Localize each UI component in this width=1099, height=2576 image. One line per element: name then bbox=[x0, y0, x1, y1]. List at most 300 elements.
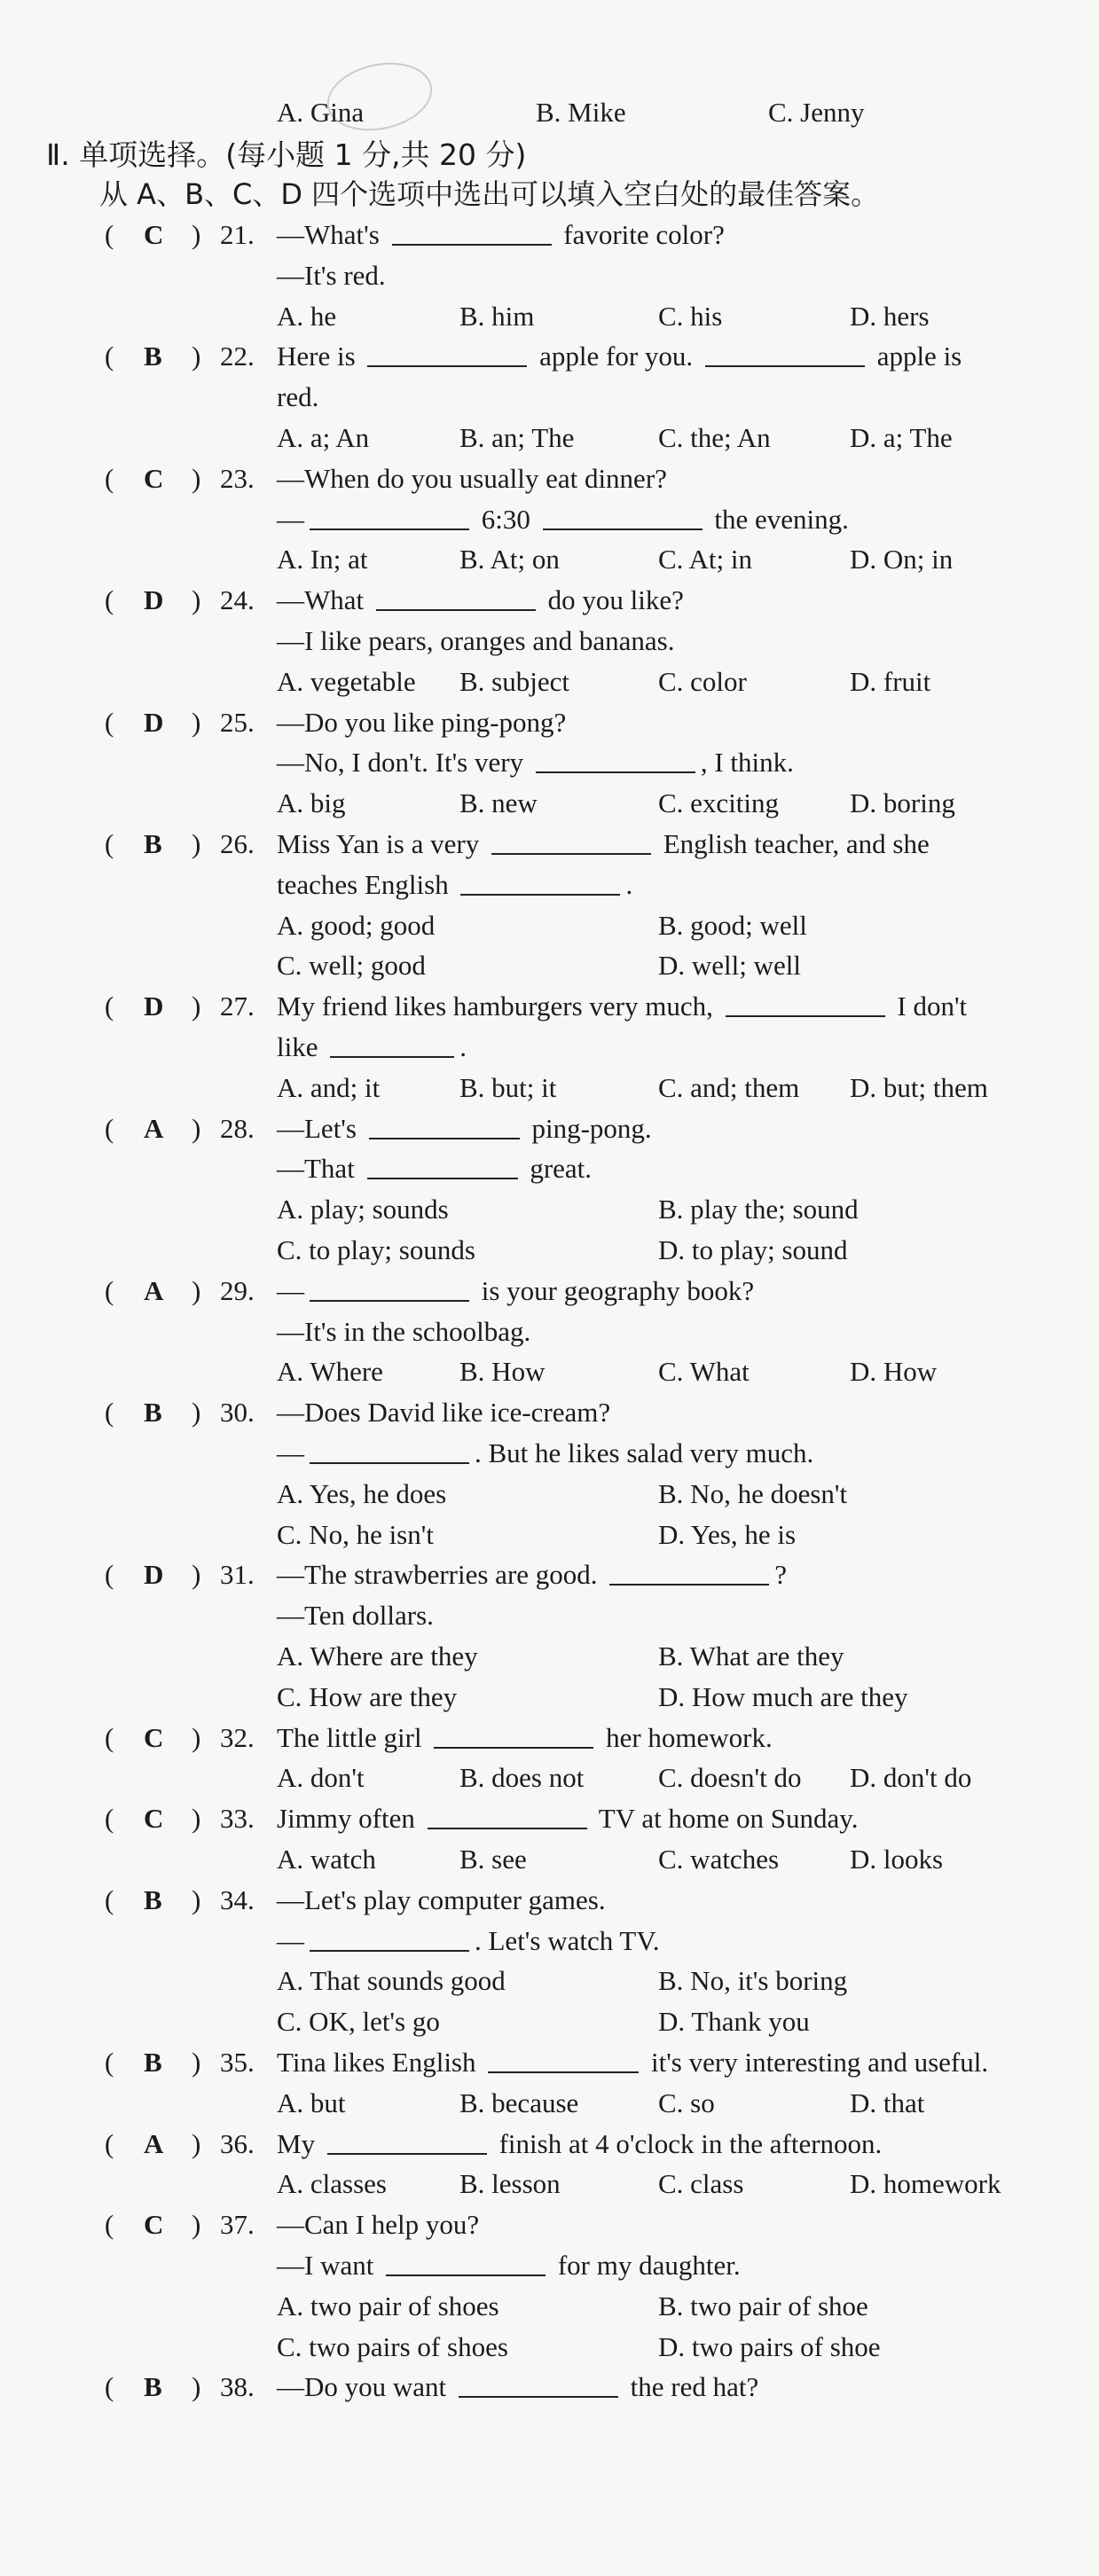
option-d: D. Yes, he is bbox=[658, 1519, 797, 1550]
option-b: B. No, it's boring bbox=[658, 1965, 848, 1996]
options-row bbox=[0, 2327, 1099, 2368]
answer-blank[interactable] bbox=[310, 1436, 469, 1464]
option-d: D. boring bbox=[850, 787, 955, 818]
stem-text: her homework. bbox=[599, 1722, 773, 1753]
answer-letter: B bbox=[144, 341, 162, 372]
stem-text: English teacher, and she bbox=[655, 828, 930, 859]
stem-text: — bbox=[277, 1275, 304, 1306]
question-line bbox=[0, 1595, 1099, 1636]
option-b: B. two pair of shoe bbox=[658, 2290, 868, 2322]
answer-blank[interactable] bbox=[459, 2369, 618, 2398]
question-line bbox=[0, 1311, 1099, 1352]
stem-text: do you like? bbox=[540, 584, 684, 615]
answer-letter: D bbox=[144, 584, 164, 615]
answer-bracket: ( D ) bbox=[105, 580, 114, 621]
answer-bracket-close: ) bbox=[192, 1884, 201, 1915]
stem-text: finish at 4 o'clock in the afternoon. bbox=[491, 2128, 883, 2159]
options-row bbox=[0, 539, 1099, 580]
answer-letter: B bbox=[144, 1884, 162, 1915]
stem-text: —What's bbox=[277, 219, 387, 250]
stem-text: —No, I don't. It's very bbox=[277, 747, 530, 778]
answer-blank[interactable] bbox=[369, 1111, 520, 1139]
option-c: C. OK, let's go bbox=[277, 2006, 440, 2037]
option-a: A. play; sounds bbox=[277, 1194, 449, 1225]
answer-bracket: ( D ) bbox=[105, 702, 114, 743]
answer-letter: D bbox=[144, 990, 164, 1022]
question-25 bbox=[0, 702, 1099, 743]
answer-letter: B bbox=[144, 2371, 162, 2402]
answer-blank[interactable] bbox=[491, 826, 651, 855]
answer-bracket: ( B ) bbox=[105, 2042, 114, 2083]
option-c: C. well; good bbox=[277, 950, 426, 981]
option-b: B. new bbox=[459, 787, 538, 818]
question-number: 37. bbox=[220, 2209, 255, 2240]
options-row bbox=[0, 1189, 1099, 1230]
question-stem bbox=[277, 255, 386, 296]
stem-text: My bbox=[277, 2128, 322, 2159]
option-a: A. Gina bbox=[277, 97, 365, 128]
option-b: B. No, he doesn't bbox=[658, 1478, 848, 1509]
stem-text: Here is bbox=[277, 341, 363, 372]
stem-text: — bbox=[277, 1437, 304, 1468]
question-stem bbox=[277, 824, 930, 865]
option-b: B. What are they bbox=[658, 1640, 844, 1672]
question-line bbox=[0, 865, 1099, 905]
question-number: 22. bbox=[220, 341, 255, 372]
option-b: B. At; on bbox=[459, 544, 560, 575]
question-stem bbox=[277, 1595, 434, 1636]
answer-letter: C bbox=[144, 463, 164, 494]
stem-text: My friend likes hamburgers very much, bbox=[277, 990, 720, 1022]
stem-text: —When do you usually eat dinner? bbox=[277, 463, 667, 494]
question-number: 30. bbox=[220, 1397, 255, 1428]
options-row bbox=[0, 662, 1099, 702]
stem-text: is your geography book? bbox=[475, 1275, 755, 1306]
options-row bbox=[0, 783, 1099, 824]
option-c: C. What bbox=[658, 1356, 750, 1387]
option-b: B. an; The bbox=[459, 422, 575, 453]
stem-text: —It's in the schoolbag. bbox=[277, 1316, 531, 1347]
question-stem bbox=[277, 1433, 813, 1474]
answer-bracket-close: ) bbox=[192, 1559, 201, 1590]
answer-bracket: ( B ) bbox=[105, 824, 114, 865]
answer-blank[interactable] bbox=[428, 1801, 587, 1829]
stem-text: apple for you. bbox=[532, 341, 700, 372]
option-d: D. On; in bbox=[850, 544, 954, 575]
question-line bbox=[0, 1027, 1099, 1068]
option-b: B. subject bbox=[459, 666, 569, 697]
answer-blank[interactable] bbox=[367, 1151, 518, 1179]
stem-text: great. bbox=[522, 1153, 593, 1184]
question-stem bbox=[277, 580, 684, 621]
answer-bracket: ( D ) bbox=[105, 1554, 114, 1595]
option-b: B. but; it bbox=[459, 1072, 557, 1103]
option-b: B. does not bbox=[459, 1762, 585, 1793]
option-c: C. How are they bbox=[277, 1681, 458, 1712]
option-a: A. big bbox=[277, 787, 346, 818]
stem-text: —Can I help you? bbox=[277, 2209, 480, 2240]
question-number: 32. bbox=[220, 1722, 255, 1753]
question-line bbox=[0, 1148, 1099, 1189]
question-number: 23. bbox=[220, 463, 255, 494]
question-stem bbox=[277, 1148, 592, 1189]
option-d: D. fruit bbox=[850, 666, 931, 697]
options-row bbox=[0, 1677, 1099, 1718]
question-line bbox=[0, 1921, 1099, 1961]
question-stem bbox=[277, 1027, 467, 1068]
options-row bbox=[0, 2083, 1099, 2124]
stem-text: apple is bbox=[869, 341, 962, 372]
option-c: C. At; in bbox=[658, 544, 752, 575]
answer-blank[interactable] bbox=[392, 217, 552, 246]
answer-blank[interactable] bbox=[726, 989, 885, 1017]
options-row bbox=[0, 2001, 1099, 2042]
question-stem bbox=[277, 1718, 773, 1758]
question-27 bbox=[0, 986, 1099, 1027]
option-b: B. How bbox=[459, 1356, 546, 1387]
stem-text: the evening. bbox=[707, 504, 849, 535]
stem-text: —Ten dollars. bbox=[277, 1600, 434, 1631]
stem-text: Jimmy often bbox=[277, 1803, 422, 1834]
answer-letter: B bbox=[144, 2047, 162, 2078]
question-stem bbox=[277, 1108, 652, 1149]
option-a: A. don't bbox=[277, 1762, 365, 1793]
stem-text: —I want bbox=[277, 2250, 381, 2281]
options-row bbox=[0, 1758, 1099, 1798]
answer-letter: C bbox=[144, 1803, 164, 1834]
question-38 bbox=[0, 2367, 1099, 2408]
question-stem bbox=[277, 1880, 606, 1921]
option-d: D. How bbox=[850, 1356, 938, 1387]
answer-blank[interactable] bbox=[367, 339, 527, 367]
question-stem bbox=[277, 215, 725, 255]
stem-text: the red hat? bbox=[623, 2371, 759, 2402]
stem-text: —The strawberries are good. bbox=[277, 1559, 605, 1590]
answer-letter: D bbox=[144, 707, 164, 738]
section-instruction: 从 A、B、C、D 四个选项中选出可以填入空白处的最佳答案。 bbox=[99, 177, 880, 211]
answer-letter: A bbox=[144, 1275, 164, 1306]
question-number: 31. bbox=[220, 1559, 255, 1590]
option-c: C. the; An bbox=[658, 422, 771, 453]
stem-text: it's very interesting and useful. bbox=[644, 2047, 989, 2078]
answer-bracket: ( B ) bbox=[105, 1392, 114, 1433]
option-d: D. well; well bbox=[658, 950, 801, 981]
option-c: C. exciting bbox=[658, 787, 780, 818]
options-row bbox=[0, 1351, 1099, 1392]
question-34 bbox=[0, 1880, 1099, 1921]
question-number: 33. bbox=[220, 1803, 255, 1834]
answer-blank[interactable] bbox=[705, 339, 865, 367]
question-stem bbox=[277, 1311, 530, 1352]
stem-text: — bbox=[277, 504, 304, 535]
question-number: 24. bbox=[220, 584, 255, 615]
question-stem bbox=[277, 377, 318, 418]
answer-bracket: ( B ) bbox=[105, 336, 114, 377]
answer-bracket-close: ) bbox=[192, 990, 201, 1022]
stem-text: favorite color? bbox=[556, 219, 725, 250]
option-a: A. but bbox=[277, 2087, 346, 2118]
question-number: 38. bbox=[220, 2371, 255, 2402]
answer-letter: B bbox=[144, 1397, 162, 1428]
answer-bracket: ( B ) bbox=[105, 2367, 114, 2408]
option-d: D. looks bbox=[850, 1844, 944, 1875]
option-c: C. to play; sounds bbox=[277, 1234, 475, 1265]
answer-bracket: ( A ) bbox=[105, 1108, 114, 1149]
answer-bracket: ( D ) bbox=[105, 986, 114, 1027]
option-d: D. don't do bbox=[850, 1762, 972, 1793]
prev-question-options bbox=[0, 92, 1099, 133]
stem-text: I don't bbox=[890, 990, 968, 1022]
option-a: A. and; it bbox=[277, 1072, 381, 1103]
options-row bbox=[0, 418, 1099, 458]
option-c: C. his bbox=[658, 301, 723, 332]
answer-bracket-close: ) bbox=[192, 219, 201, 250]
stem-text: —What bbox=[277, 584, 371, 615]
option-b: B. good; well bbox=[658, 910, 807, 941]
answer-bracket-close: ) bbox=[192, 2371, 201, 2402]
question-number: 27. bbox=[220, 990, 255, 1022]
stem-text: . Let's watch TV. bbox=[475, 1925, 660, 1956]
option-a: A. two pair of shoes bbox=[277, 2290, 499, 2322]
option-b: B. because bbox=[459, 2087, 579, 2118]
question-21 bbox=[0, 215, 1099, 255]
stem-text: ping-pong. bbox=[524, 1113, 652, 1144]
question-stem bbox=[277, 2204, 479, 2245]
option-a: A. That sounds good bbox=[277, 1965, 506, 1996]
stem-text: —Do you like ping-pong? bbox=[277, 707, 567, 738]
question-line bbox=[0, 377, 1099, 418]
answer-bracket-close: ) bbox=[192, 1275, 201, 1306]
stem-text: —Let's play computer games. bbox=[277, 1884, 606, 1915]
question-31 bbox=[0, 1554, 1099, 1595]
option-a: A. Where bbox=[277, 1356, 383, 1387]
options-row bbox=[0, 945, 1099, 986]
question-26 bbox=[0, 824, 1099, 865]
answer-blank[interactable] bbox=[488, 2045, 639, 2073]
stem-text: Miss Yan is a very bbox=[277, 828, 486, 859]
answer-bracket: ( A ) bbox=[105, 2124, 114, 2165]
option-a: A. watch bbox=[277, 1844, 376, 1875]
option-d: D. How much are they bbox=[658, 1681, 908, 1712]
question-22 bbox=[0, 336, 1099, 377]
option-d: D. Thank you bbox=[658, 2006, 810, 2037]
options-row bbox=[0, 2164, 1099, 2204]
stem-text: teaches English bbox=[277, 869, 456, 900]
option-d: D. that bbox=[850, 2087, 925, 2118]
question-line bbox=[0, 499, 1099, 540]
question-line bbox=[0, 742, 1099, 783]
stem-text: —Does David like ice-cream? bbox=[277, 1397, 611, 1428]
options-row bbox=[0, 1474, 1099, 1515]
options-row bbox=[0, 1068, 1099, 1108]
answer-bracket: ( A ) bbox=[105, 1271, 114, 1311]
question-stem bbox=[277, 1392, 610, 1433]
answer-blank[interactable] bbox=[330, 1030, 454, 1058]
question-32 bbox=[0, 1718, 1099, 1758]
option-c: C. and; them bbox=[658, 1072, 800, 1103]
question-number: 25. bbox=[220, 707, 255, 738]
question-number: 35. bbox=[220, 2047, 255, 2078]
stem-text: 6:30 bbox=[475, 504, 538, 535]
answer-blank[interactable] bbox=[376, 583, 536, 611]
answer-bracket-close: ) bbox=[192, 1397, 201, 1428]
option-d: D. hers bbox=[850, 301, 930, 332]
question-stem bbox=[277, 621, 674, 662]
question-line bbox=[0, 255, 1099, 296]
stem-text: , I think. bbox=[700, 747, 794, 778]
question-23 bbox=[0, 458, 1099, 499]
answer-blank[interactable] bbox=[460, 867, 620, 896]
stem-text: The little girl bbox=[277, 1722, 429, 1753]
question-line bbox=[0, 1433, 1099, 1474]
options-row bbox=[0, 1515, 1099, 1555]
option-c: C. Jenny bbox=[768, 97, 865, 128]
answer-bracket-close: ) bbox=[192, 1803, 201, 1834]
answer-letter: A bbox=[144, 1113, 164, 1144]
question-29 bbox=[0, 1271, 1099, 1311]
answer-letter: C bbox=[144, 2209, 164, 2240]
stem-text: . bbox=[625, 869, 633, 900]
answer-blank[interactable] bbox=[310, 1923, 469, 1952]
question-number: 21. bbox=[220, 219, 255, 250]
question-number: 29. bbox=[220, 1275, 255, 1306]
option-c: C. doesn't do bbox=[658, 1762, 802, 1793]
option-c: C. watches bbox=[658, 1844, 780, 1875]
stem-text: Tina likes English bbox=[277, 2047, 483, 2078]
stem-text: TV at home on Sunday. bbox=[592, 1803, 859, 1834]
option-a: A. Yes, he does bbox=[277, 1478, 447, 1509]
question-stem bbox=[277, 865, 632, 905]
question-stem bbox=[277, 1554, 787, 1595]
options-row bbox=[0, 1230, 1099, 1271]
answer-blank[interactable] bbox=[310, 502, 469, 530]
answer-letter: D bbox=[144, 1559, 164, 1590]
answer-letter: C bbox=[144, 1722, 164, 1753]
question-stem bbox=[277, 336, 962, 377]
stem-text: —Let's bbox=[277, 1113, 364, 1144]
option-c: C. No, he isn't bbox=[277, 1519, 434, 1550]
answer-bracket-close: ) bbox=[192, 1722, 201, 1753]
question-line bbox=[0, 2245, 1099, 2286]
question-stem bbox=[277, 2042, 988, 2083]
question-28 bbox=[0, 1108, 1099, 1149]
stem-text: —I like pears, oranges and bananas. bbox=[277, 625, 675, 656]
answer-bracket: ( C ) bbox=[105, 2204, 114, 2245]
question-number: 28. bbox=[220, 1113, 255, 1144]
stem-text: for my daughter. bbox=[551, 2250, 741, 2281]
answer-blank[interactable] bbox=[543, 502, 703, 530]
question-number: 26. bbox=[220, 828, 255, 859]
stem-text: —That bbox=[277, 1153, 362, 1184]
question-35 bbox=[0, 2042, 1099, 2083]
option-d: D. to play; sound bbox=[658, 1234, 848, 1265]
question-stem bbox=[277, 2245, 741, 2286]
option-a: A. a; An bbox=[277, 422, 370, 453]
question-stem bbox=[277, 2367, 758, 2408]
question-stem bbox=[277, 1798, 859, 1839]
answer-blank[interactable] bbox=[327, 2126, 487, 2155]
options-row bbox=[0, 1839, 1099, 1880]
answer-bracket-close: ) bbox=[192, 341, 201, 372]
option-b: B. see bbox=[459, 1844, 527, 1875]
answer-bracket-close: ) bbox=[192, 1113, 201, 1144]
option-a: A. In; at bbox=[277, 544, 368, 575]
option-c: C. color bbox=[658, 666, 747, 697]
answer-bracket-close: ) bbox=[192, 2047, 201, 2078]
question-number: 34. bbox=[220, 1884, 255, 1915]
stem-text: —It's red. bbox=[277, 260, 386, 291]
answer-bracket-close: ) bbox=[192, 584, 201, 615]
option-d: D. but; them bbox=[850, 1072, 988, 1103]
stem-text: — bbox=[277, 1925, 304, 1956]
answer-letter: C bbox=[144, 219, 164, 250]
answer-bracket-close: ) bbox=[192, 2209, 201, 2240]
option-b: B. him bbox=[459, 301, 535, 332]
option-a: A. Where are they bbox=[277, 1640, 478, 1672]
question-line bbox=[0, 621, 1099, 662]
question-number: 36. bbox=[220, 2128, 255, 2159]
question-30 bbox=[0, 1392, 1099, 1433]
answer-bracket: ( C ) bbox=[105, 1718, 114, 1758]
answer-blank[interactable] bbox=[386, 2248, 546, 2276]
answer-bracket: ( B ) bbox=[105, 1880, 114, 1921]
stem-text: ? bbox=[774, 1559, 788, 1590]
option-c: C. so bbox=[658, 2087, 715, 2118]
option-a: A. vegetable bbox=[277, 666, 416, 697]
answer-bracket-close: ) bbox=[192, 707, 201, 738]
question-stem bbox=[277, 702, 566, 743]
question-stem bbox=[277, 2124, 882, 2165]
option-b: B. Mike bbox=[536, 97, 626, 128]
option-a: A. he bbox=[277, 301, 337, 332]
answer-letter: B bbox=[144, 828, 162, 859]
option-d: D. a; The bbox=[850, 422, 953, 453]
option-a: A. good; good bbox=[277, 910, 436, 941]
option-c: C. class bbox=[658, 2168, 744, 2199]
option-a: A. classes bbox=[277, 2168, 387, 2199]
options-row bbox=[0, 2286, 1099, 2327]
stem-text: . But he likes salad very much. bbox=[475, 1437, 814, 1468]
answer-bracket: ( C ) bbox=[105, 458, 114, 499]
options-row bbox=[0, 1961, 1099, 2001]
answer-blank[interactable] bbox=[536, 745, 695, 773]
question-stem bbox=[277, 1921, 660, 1961]
question-37 bbox=[0, 2204, 1099, 2245]
answer-bracket-close: ) bbox=[192, 463, 201, 494]
options-row bbox=[0, 296, 1099, 337]
question-36 bbox=[0, 2124, 1099, 2165]
question-stem bbox=[277, 742, 794, 783]
options-row bbox=[0, 1636, 1099, 1677]
stem-text: . bbox=[459, 1031, 467, 1062]
option-b: B. lesson bbox=[459, 2168, 561, 2199]
option-b: B. play the; sound bbox=[658, 1194, 859, 1225]
question-stem bbox=[277, 1271, 754, 1311]
answer-bracket: ( C ) bbox=[105, 1798, 114, 1839]
question-stem bbox=[277, 986, 967, 1027]
stem-text: like bbox=[277, 1031, 326, 1062]
answer-blank[interactable] bbox=[609, 1557, 769, 1586]
answer-letter: A bbox=[144, 2128, 164, 2159]
answer-bracket-close: ) bbox=[192, 828, 201, 859]
answer-blank[interactable] bbox=[310, 1273, 469, 1302]
option-d: D. homework bbox=[850, 2168, 1001, 2199]
question-stem bbox=[277, 499, 849, 540]
stem-text: red. bbox=[277, 381, 319, 412]
question-stem bbox=[277, 458, 667, 499]
stem-text: —Do you want bbox=[277, 2371, 453, 2402]
answer-blank[interactable] bbox=[434, 1720, 593, 1749]
